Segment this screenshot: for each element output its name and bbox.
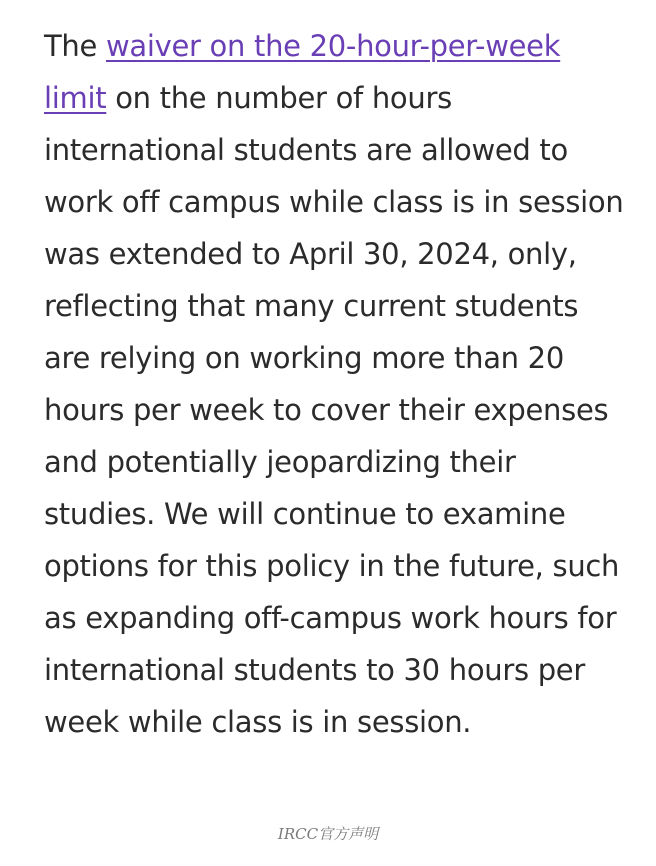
image-caption: IRCC官方声明 [277,825,379,843]
waiver-link[interactable]: waiver on the 20-hour-per-week limit [44,29,561,115]
article-paragraph [44,20,624,748]
body-text: on the number of hours international students are allowed to work off campus while class is in session was extended to April 30, 2024, only, reflecting that many current students are relying on working more than 20 hours per week to cover their expenses and potentially jeopardizing their studies. We will continue to examine options for this policy in the future, such as expanding off-campus work hours for international students to 30 hours per week while class is in session. [44,81,624,739]
intro-text: The [44,29,98,63]
